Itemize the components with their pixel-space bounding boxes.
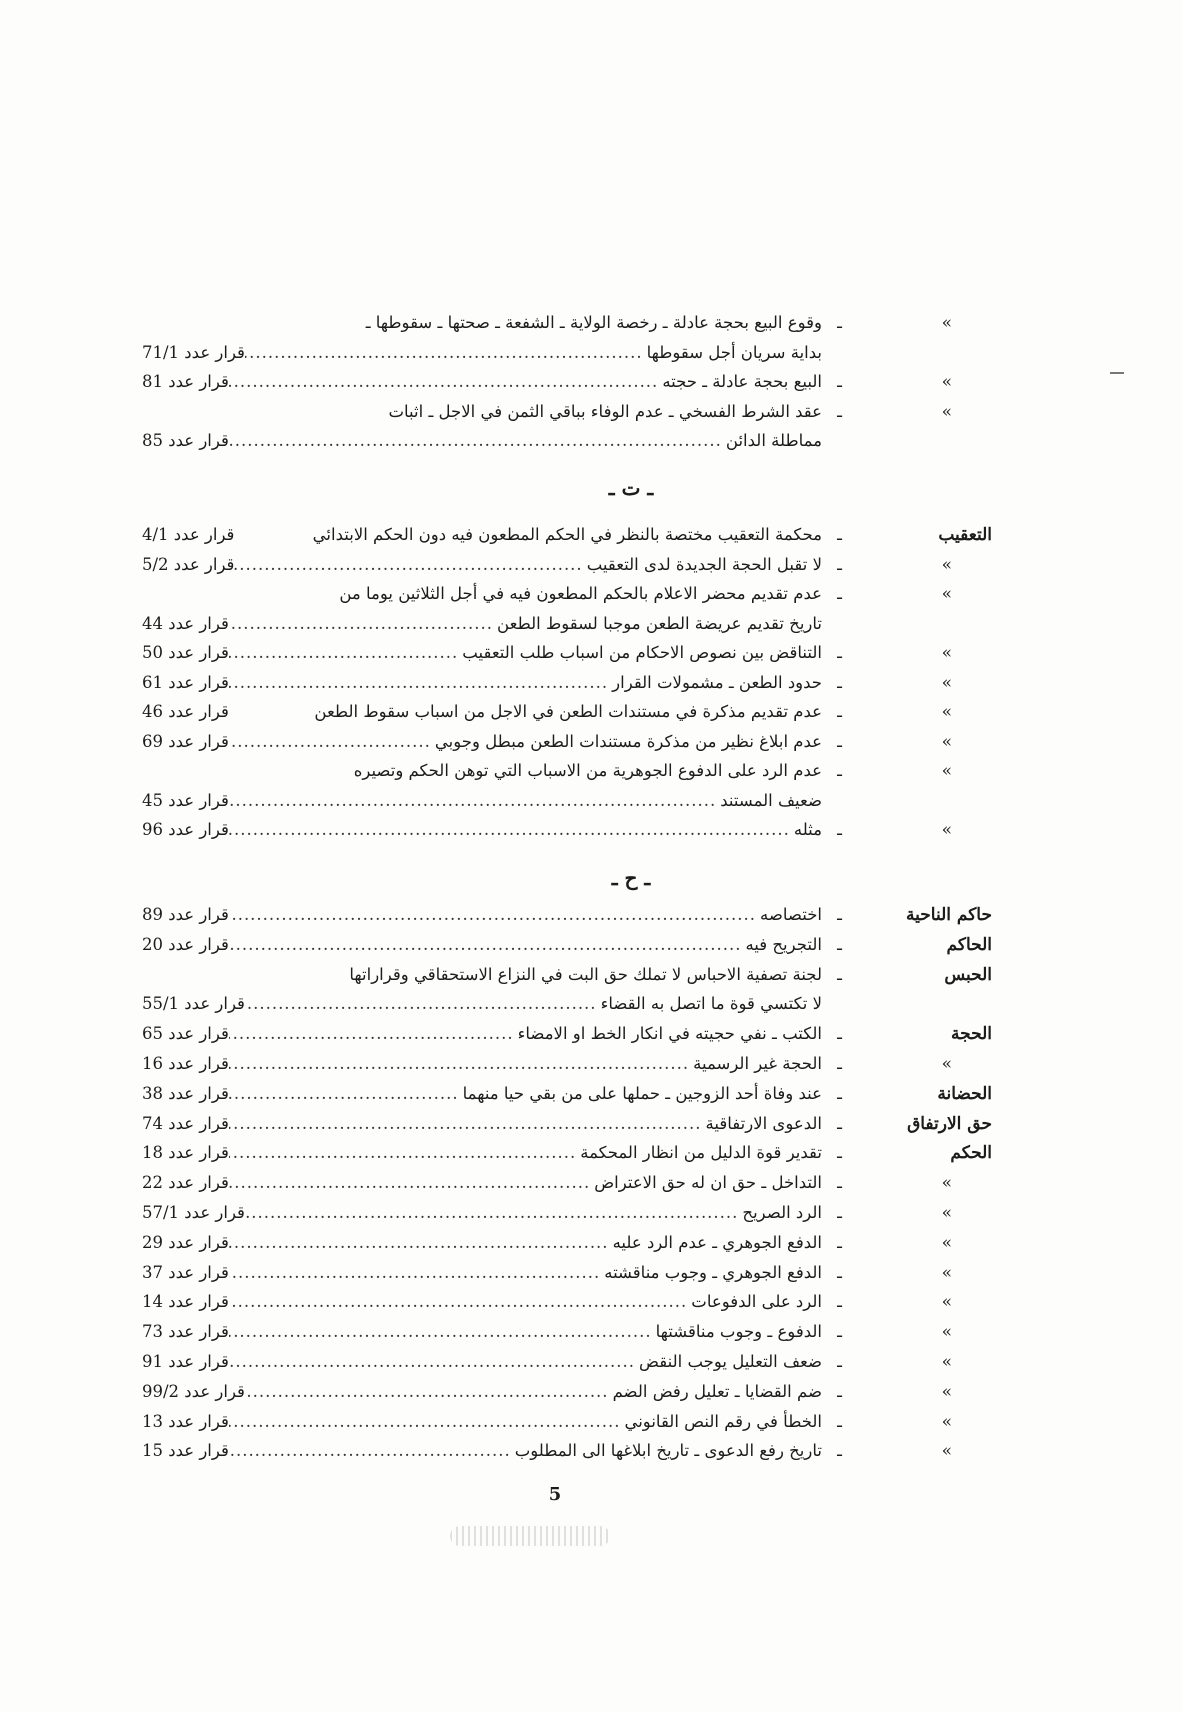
index-entry [0, 960, 1182, 990]
entry-body [142, 397, 822, 427]
entry-body [142, 756, 822, 786]
scan-smudge [450, 1526, 610, 1546]
leader-dots [229, 367, 662, 397]
index-entry [0, 426, 1182, 456]
entry-body [142, 1198, 822, 1228]
entry-body [142, 786, 822, 816]
index-entry [0, 1347, 1182, 1377]
entry-body [142, 426, 822, 456]
entry-text: التداخل ـ حق ان له حق الاعتراض [594, 1173, 822, 1193]
leader-dots [229, 1168, 594, 1198]
entry-body [142, 1109, 822, 1139]
index-term: » [941, 401, 952, 422]
decision-ref: قرار عدد 74 [142, 1113, 229, 1133]
entry-text: التناقض بين نصوص الاحكام من اسباب طلب التعقيب [462, 643, 822, 662]
index-entry [0, 1079, 1182, 1109]
leader-dots [229, 1019, 518, 1049]
entry-dash: ـ [837, 1143, 842, 1163]
leader-dots [245, 989, 601, 1019]
index-entry [0, 367, 1182, 397]
leader-dots [229, 1287, 691, 1317]
section-heading-t: ـ ت ـ [608, 476, 654, 500]
entry-dash: ـ [837, 525, 842, 544]
leader-dots [229, 1049, 693, 1079]
entry-text: الرد على الدفوعات [691, 1292, 822, 1312]
entry-dash: ـ [837, 731, 842, 751]
entry-text: تقدير قوة الدليل من انظار المحكمة [580, 1143, 822, 1163]
leader-dots [229, 1109, 706, 1139]
index-entry [0, 1436, 1182, 1466]
leader-dots [245, 1377, 613, 1407]
decision-ref: قرار عدد 38 [142, 1083, 229, 1103]
index-term: » [941, 1381, 952, 1402]
entry-dash: ـ [837, 1054, 842, 1073]
decision-ref: قرار عدد 4/1 [142, 525, 235, 544]
entry-dash: ـ [837, 1441, 842, 1461]
entry-dash: ـ [837, 672, 842, 692]
decision-ref: قرار عدد 99/2 [142, 1381, 245, 1401]
index-entry [0, 756, 1182, 786]
entry-text: الدفوع ـ وجوب مناقشتها [655, 1322, 822, 1342]
index-entry [0, 815, 1182, 845]
leader-dots [245, 1198, 742, 1228]
index-term: » [941, 1352, 952, 1372]
index-term: » [941, 372, 952, 392]
entry-dash: ـ [837, 1262, 842, 1282]
entry-body [142, 1317, 822, 1347]
index-entry [0, 697, 1182, 727]
entry-text: البيع بحجة عادلة ـ حجته [662, 372, 822, 391]
entry-body [142, 638, 822, 668]
index-term: » [941, 702, 952, 722]
decision-ref: قرار عدد 81 [142, 372, 229, 391]
index-term: » [941, 643, 952, 663]
leader-dots [229, 426, 726, 456]
index-entry [0, 989, 1182, 1019]
index-term: » [941, 1232, 952, 1253]
entry-text: لا تكتسي قوة ما اتصل به القضاء [600, 994, 822, 1014]
entry-dash: ـ [837, 1024, 842, 1044]
index-term: » [941, 1262, 952, 1283]
index-term: الحضانة [937, 1083, 992, 1104]
index-term: التعقيب [938, 525, 992, 545]
leader-dots [245, 338, 647, 368]
entry-body [142, 550, 822, 580]
entry-text: اختصاصه [760, 905, 822, 924]
decision-ref: قرار عدد 69 [142, 731, 229, 751]
entry-text: وقوع البيع بحجة عادلة ـ رخصة الولاية ـ الشفعة ـ صحتها ـ سقوطها ـ [365, 313, 822, 332]
entry-dash: ـ [837, 1381, 842, 1401]
entry-text: الدعوى الارتفاقية [705, 1113, 822, 1133]
decision-ref: قرار عدد 71/1 [142, 342, 245, 362]
index-entry [0, 397, 1182, 427]
entry-body [142, 579, 822, 609]
index-entry [0, 638, 1182, 668]
decision-ref: قرار عدد 46 [142, 702, 229, 721]
entry-text: ضم القضايا ـ تعليل رفض الضم [612, 1381, 822, 1401]
entry-dash: ـ [837, 1322, 842, 1342]
decision-ref: قرار عدد 65 [142, 1024, 229, 1044]
index-entry [0, 550, 1182, 580]
index-term: الحاكم [946, 934, 992, 955]
entry-text: محكمة التعقيب مختصة بالنظر في الحكم المطعون فيه دون الحكم الابتدائي [312, 525, 822, 544]
entry-dash: ـ [837, 1292, 842, 1312]
index-entry [0, 520, 1182, 550]
decision-ref: قرار عدد 44 [142, 613, 229, 633]
section-heading-h: ـ ح ـ [611, 866, 651, 890]
index-term: الحجة [951, 1024, 992, 1045]
entry-body [142, 367, 822, 397]
index-entry [0, 338, 1182, 368]
entry-body [142, 960, 822, 990]
entry-body [142, 1079, 822, 1109]
index-entry [0, 930, 1182, 960]
leader-dots [229, 1407, 625, 1437]
entry-text: عدم تقديم مذكرة في مستندات الطعن في الاجل من اسباب سقوط الطعن [314, 702, 822, 721]
index-entry [0, 900, 1182, 930]
index-entry [0, 1138, 1182, 1168]
index-entry [0, 1377, 1182, 1407]
entry-dash: ـ [837, 761, 842, 780]
leader-dots [229, 1317, 656, 1347]
leader-dots [229, 668, 612, 698]
entry-text: عدم تقديم محضر الاعلام بالحكم المطعون فيه في أجل الثلاثين يوما من [339, 584, 822, 603]
leader-dots [229, 1228, 613, 1258]
decision-ref: قرار عدد 96 [142, 820, 229, 839]
index-term: » [941, 584, 952, 604]
leader-dots [229, 815, 794, 845]
entry-dash: ـ [837, 1203, 842, 1222]
index-term: » [941, 1411, 952, 1432]
entry-body [142, 900, 822, 930]
index-entry [0, 1317, 1182, 1347]
entry-dash: ـ [837, 1113, 842, 1133]
entry-text: ضعف التعليل يوجب النقض [639, 1352, 822, 1371]
index-entry [0, 668, 1182, 698]
leader-dots [229, 786, 720, 816]
index-entry [0, 1228, 1182, 1258]
decision-ref: قرار عدد 91 [142, 1352, 229, 1371]
decision-ref: قرار عدد 73 [142, 1322, 229, 1342]
entry-text: بداية سريان أجل سقوطها [646, 342, 822, 362]
index-entry [0, 1019, 1182, 1049]
decision-ref: قرار عدد 16 [142, 1054, 229, 1073]
entry-body [142, 1377, 822, 1407]
index-term: » [941, 672, 952, 693]
leader-dots [229, 930, 746, 960]
entry-text: ضعيف المستند [720, 790, 822, 810]
entry-text: الدفع الجوهري ـ عدم الرد عليه [612, 1232, 822, 1252]
entry-text: مماطلة الدائن [725, 431, 822, 450]
entry-dash: ـ [837, 1232, 842, 1252]
entry-text: الرد الصريح [742, 1203, 822, 1222]
entry-body [142, 1258, 822, 1288]
entry-body [142, 930, 822, 960]
leader-dots [229, 1436, 515, 1466]
entry-text: عقد الشرط الفسخي ـ عدم الوفاء بباقي الثمن في الاجل ـ اثبات [388, 401, 822, 421]
entry-body [142, 1019, 822, 1049]
index-term: » [941, 1203, 952, 1223]
decision-ref: قرار عدد 85 [142, 431, 229, 450]
entry-dash: ـ [837, 584, 842, 603]
decision-ref: قرار عدد 61 [142, 672, 229, 692]
decision-ref: قرار عدد 29 [142, 1232, 229, 1252]
index-entry [0, 727, 1182, 757]
index-entry [0, 1109, 1182, 1139]
entry-text: الكتب ـ نفي حجيته في انكار الخط او الامضاء [517, 1024, 822, 1044]
index-term: » [941, 731, 952, 752]
decision-ref: قرار عدد 37 [142, 1262, 229, 1282]
decision-ref: قرار عدد 5/2 [142, 554, 235, 574]
entry-body [142, 1168, 822, 1198]
entry-dash: ـ [837, 1352, 842, 1371]
leader-dots [229, 1258, 604, 1288]
leader-dots [229, 609, 497, 639]
index-entry [0, 1049, 1182, 1079]
entry-dash: ـ [837, 905, 842, 924]
entry-text: مثله [793, 820, 822, 839]
entry-text: الحجة غير الرسمية [693, 1054, 822, 1073]
index-entry [0, 786, 1182, 816]
entry-dash: ـ [837, 1173, 842, 1193]
entry-text: عدم الرد على الدفوع الجوهرية من الاسباب التي توهن الحكم وتصيره [353, 761, 822, 780]
entry-text: الخطأ في رقم النص القانوني [624, 1411, 822, 1431]
index-term: » [941, 554, 952, 575]
decision-ref: قرار عدد 55/1 [142, 994, 245, 1014]
entry-body [142, 520, 822, 550]
leader-dots [229, 1079, 463, 1109]
entry-dash: ـ [837, 643, 842, 662]
leader-dots [229, 727, 435, 757]
decision-ref: قرار عدد 45 [142, 790, 229, 810]
index-entry [0, 1198, 1182, 1228]
page-number: 5 [548, 1484, 562, 1505]
entry-text: الدفع الجوهري ـ وجوب مناقشته [604, 1262, 822, 1282]
index-entry [0, 1258, 1182, 1288]
entry-text: حدود الطعن ـ مشمولات القرار [612, 672, 822, 692]
leader-dots [229, 900, 760, 930]
index-term: » [941, 761, 952, 781]
decision-ref: قرار عدد 89 [142, 905, 229, 924]
leader-dots [234, 550, 586, 580]
entry-dash: ـ [837, 702, 842, 721]
index-term: » [941, 820, 952, 840]
entry-body [142, 668, 822, 698]
entry-text: التجريح فيه [745, 934, 822, 954]
entry-body [142, 1436, 822, 1466]
entry-body [142, 1407, 822, 1437]
entry-body [142, 815, 822, 845]
index-entry [0, 1168, 1182, 1198]
entry-dash: ـ [837, 401, 842, 421]
decision-ref: قرار عدد 20 [142, 934, 229, 954]
entry-body [142, 727, 822, 757]
leader-dots [229, 638, 462, 668]
entry-dash: ـ [837, 1411, 842, 1431]
index-entry [0, 579, 1182, 609]
entry-body [142, 1049, 822, 1079]
decision-ref: قرار عدد 22 [142, 1173, 229, 1193]
index-entry [0, 1287, 1182, 1317]
entry-body [142, 1347, 822, 1377]
entry-text: لا تقبل الحجة الجديدة لدى التعقيب [586, 554, 822, 574]
index-term: » [941, 1441, 952, 1462]
index-entry [0, 1407, 1182, 1437]
decision-ref: قرار عدد 13 [142, 1411, 229, 1431]
index-term: » [941, 1292, 952, 1313]
index-term: » [941, 1322, 952, 1343]
entry-dash: ـ [837, 313, 842, 332]
decision-ref: قرار عدد 50 [142, 643, 229, 662]
leader-dots [229, 1347, 639, 1377]
decision-ref: قرار عدد 14 [142, 1292, 229, 1312]
entry-body [142, 609, 822, 639]
entry-body [142, 989, 822, 1019]
decision-ref: قرار عدد 18 [142, 1143, 229, 1163]
entry-dash: ـ [837, 820, 842, 839]
entry-text: لجنة تصفية الاحباس لا تملك حق البت في النزاع الاستحقاقي وقراراتها [349, 964, 822, 984]
index-term: » [941, 1173, 952, 1194]
index-term: حاكم الناحية [906, 905, 992, 925]
entry-text: تاريخ تقديم عريضة الطعن موجبا لسقوط الطعن [497, 613, 822, 633]
entry-dash: ـ [837, 964, 842, 984]
decision-ref: قرار عدد 15 [142, 1441, 229, 1461]
entry-dash: ـ [837, 934, 842, 954]
entry-dash: ـ [837, 554, 842, 574]
entry-dash: ـ [837, 372, 842, 391]
entry-body [142, 338, 822, 368]
entry-body [142, 308, 822, 338]
entry-body [142, 1138, 822, 1168]
decision-ref: قرار عدد 57/1 [142, 1203, 245, 1222]
entry-text: تاريخ رفع الدعوى ـ تاريخ ابلاغها الى المطلوب [514, 1441, 822, 1461]
entry-body [142, 1287, 822, 1317]
entry-text: عند وفاة أحد الزوجين ـ حملها على من بقي حيا منهما [462, 1083, 822, 1103]
index-term: » [941, 313, 952, 333]
entry-body [142, 1228, 822, 1258]
index-term: الحبس [944, 964, 992, 985]
entry-text: عدم ابلاغ نظير من مذكرة مستندات الطعن مبطل وجوبي [434, 731, 822, 751]
entry-body [142, 697, 822, 727]
index-term: الحكم [950, 1143, 992, 1164]
entry-dash: ـ [837, 1083, 842, 1103]
leader-dots [229, 1138, 580, 1168]
index-entry [0, 609, 1182, 639]
index-entry [0, 308, 1182, 338]
index-term: » [941, 1054, 952, 1074]
index-term: حق الارتفاق [907, 1113, 992, 1134]
